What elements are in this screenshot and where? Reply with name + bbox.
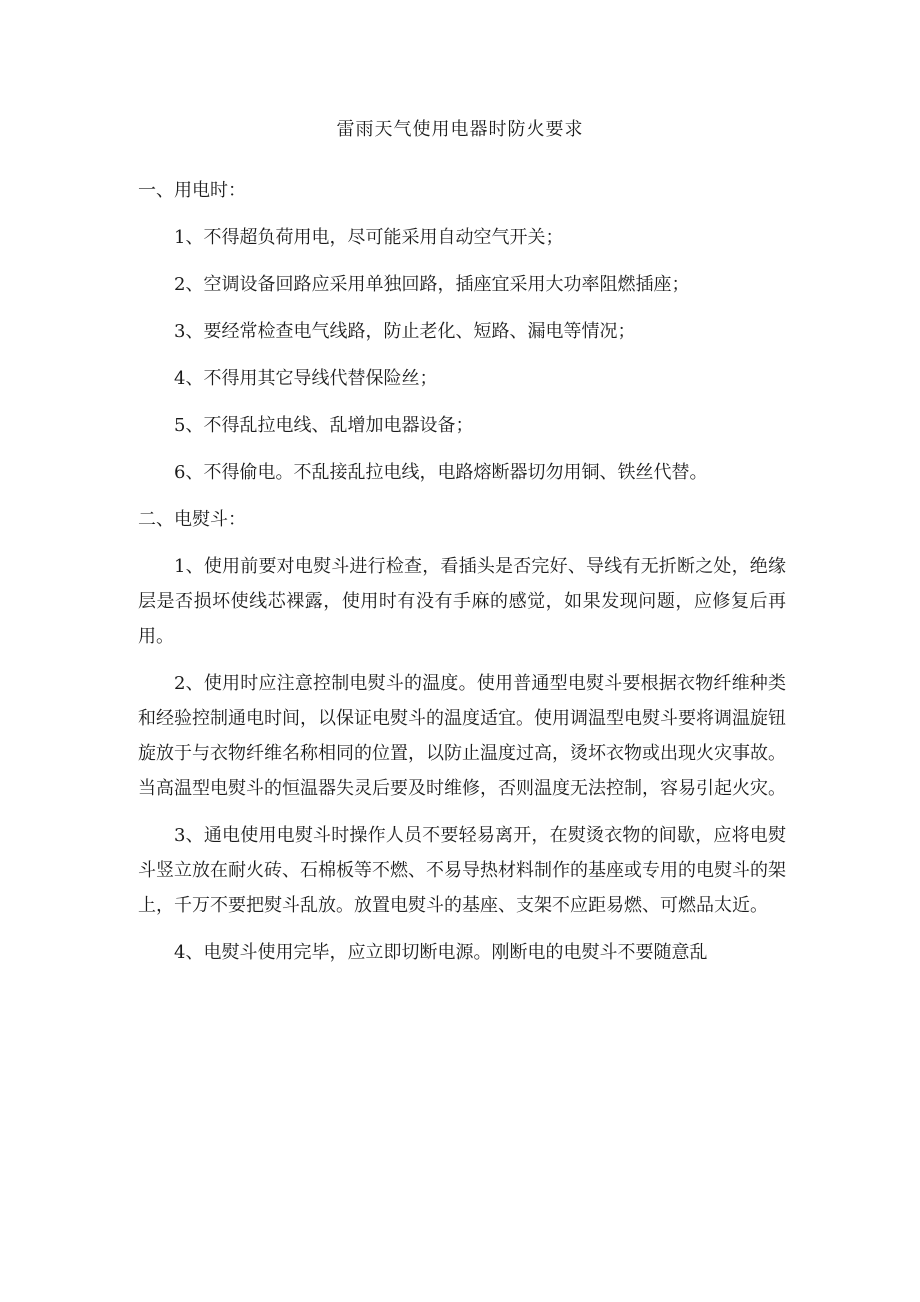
list-item: 5、不得乱拉电线、乱增加电器设备； xyxy=(174,415,474,436)
list-item: 1、使用前要对电熨斗进行检查，看插头是否完好、导线有无折断之处，绝缘层是否损坏使线芯裸露，使用时有没有手麻的感觉，如果发现问题，应修复后再用。 xyxy=(138,556,786,647)
section-electricity-use xyxy=(138,173,786,490)
list-item: 6、不得偷电。不乱接乱拉电线，电路熔断器切勿用铜、铁丝代替。 xyxy=(174,462,708,483)
document-title: 雷雨天气使用电器时防火要求 xyxy=(336,119,584,140)
section-electric-iron xyxy=(138,502,786,970)
list-item: 2、使用时应注意控制电熨斗的温度。使用普通型电熨斗要根据衣物纤维种类和经验控制通电时间，以保证电熨斗的温度适宜。使用调温型电熨斗要将调温旋钮旋放于与衣物纤维名称相同的位置，以防止温度过高，烫坏衣物或出现火灾事故。当高温型电熨斗的恒温器失灵后要及时维修，否则温度无法控制，容易引起火灾。 xyxy=(138,673,786,799)
list-item: 2、空调设备回路应采用单独回路，插座宜采用大功率阻燃插座； xyxy=(174,274,690,295)
list-item: 3、要经常检查电气线路，防止老化、短路、漏电等情况； xyxy=(174,321,636,342)
list-item: 3、通电使用电熨斗时操作人员不要轻易离开，在熨烫衣物的间歇，应将电熨斗竖立放在耐火砖、石棉板等不燃、不易导热材料制作的基座或专用的电熨斗的架上，千万不要把熨斗乱放。放置电熨斗的基座、支架不应距易燃、可燃品太近。 xyxy=(138,825,786,916)
list-item: 4、电熨斗使用完毕，应立即切断电源。刚断电的电熨斗不要随意乱 xyxy=(174,942,708,963)
section-heading: 一、用电时： xyxy=(138,180,246,201)
list-item: 1、不得超负荷用电，尽可能采用自动空气开关； xyxy=(174,227,564,248)
list-item: 4、不得用其它导线代替保险丝； xyxy=(174,368,438,389)
section-heading: 二、电熨斗： xyxy=(138,509,246,530)
document-body xyxy=(138,173,786,982)
